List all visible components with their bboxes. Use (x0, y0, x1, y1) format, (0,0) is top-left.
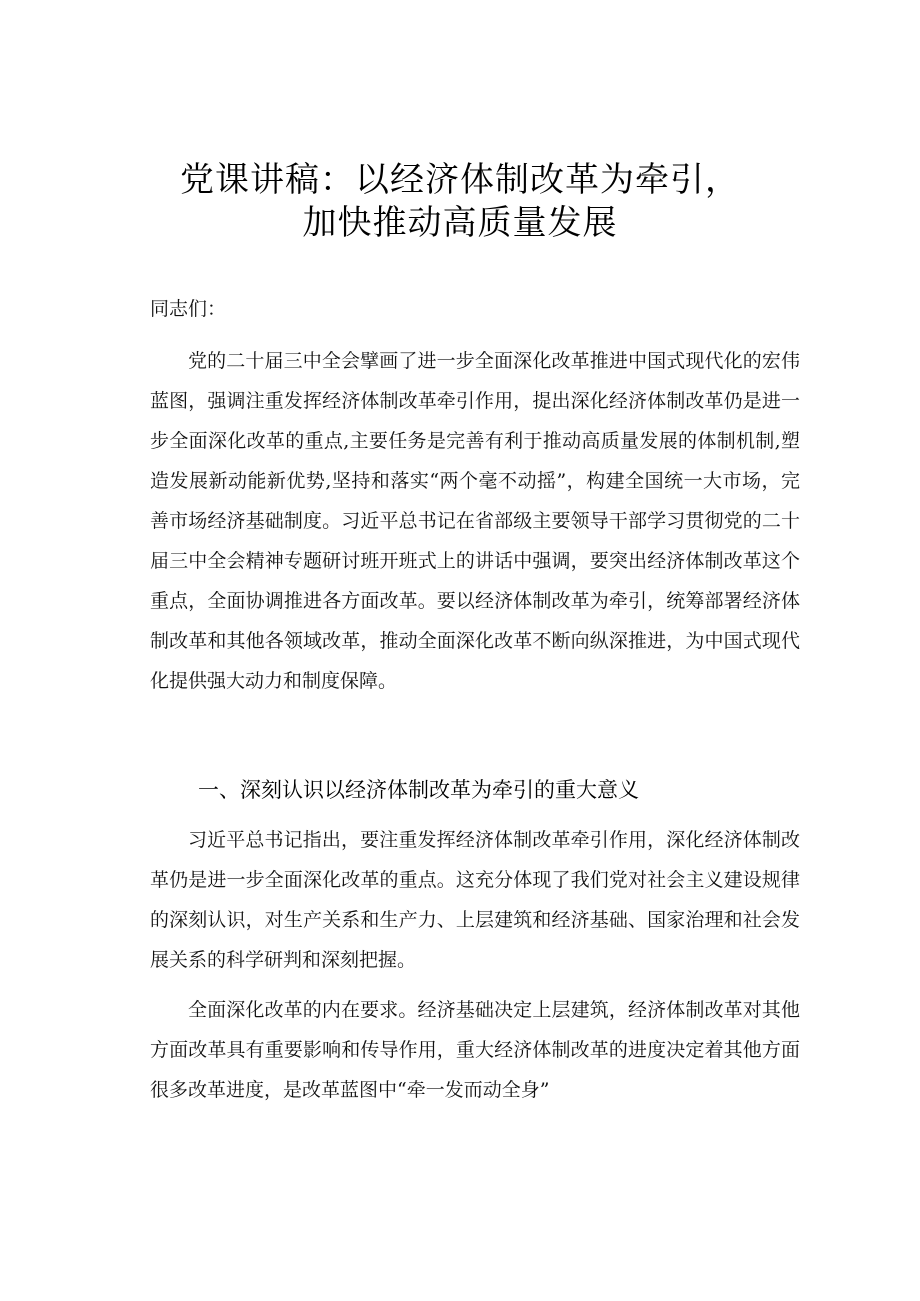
body-paragraph-section-1: 习近平总书记指出，要注重发挥经济体制改革牵引作用，深化经济体制改革仍是进一步全面深化改革的重点。这充分体现了我们党对社会主义建设规律的深刻认识，对生产关系和生产力、上层建筑和经济基础、国家治理和社会发展关系的科学研判和深刻把握。 (150, 829, 800, 971)
document-title-line-2: 加快推动高质量发展 (302, 203, 618, 243)
salutation: 同志们： (150, 298, 227, 320)
body-paragraph-section-1-continued: 全面深化改革的内在要求。经济基础决定上层建筑，经济体制改革对其他方面改革具有重要影响和传导作用，重大经济体制改革的进度决定着其他方面很多改革进度，是改革蓝图中“牵一发而动全身” (150, 999, 800, 1101)
section-heading-1: 一、深刻认识以经济体制改革为牵引的重大意义 (198, 778, 639, 802)
body-paragraph-intro: 党的二十届三中全会擘画了进一步全面深化改革推进中国式现代化的宏伟蓝图，强调注重发挥经济体制改革牵引作用，提出深化经济体制改革仍是进一步全面深化改革的重点,主要任务是完善有利于推动高质量发展的体制机制,塑造发展新动能新优势,坚持和落实“两个毫不动摇”，构建全国统一大市场，完善市场经济基础制度。习近平总书记在省部级主要领导干部学习贯彻党的二十届三中全会精神专题研讨班开班式上的讲话中强调，要突出经济体制改革这个重点，全面协调推进各方面改革。要以经济体制改革为牵引，统筹部署经济体制改革和其他各领域改革，推动全面深化改革不断向纵深推进，为中国式现代化提供强大动力和制度保障。 (150, 350, 800, 692)
document-title-line-1: 党课讲稿：以经济体制改革为牵引， (180, 160, 740, 200)
